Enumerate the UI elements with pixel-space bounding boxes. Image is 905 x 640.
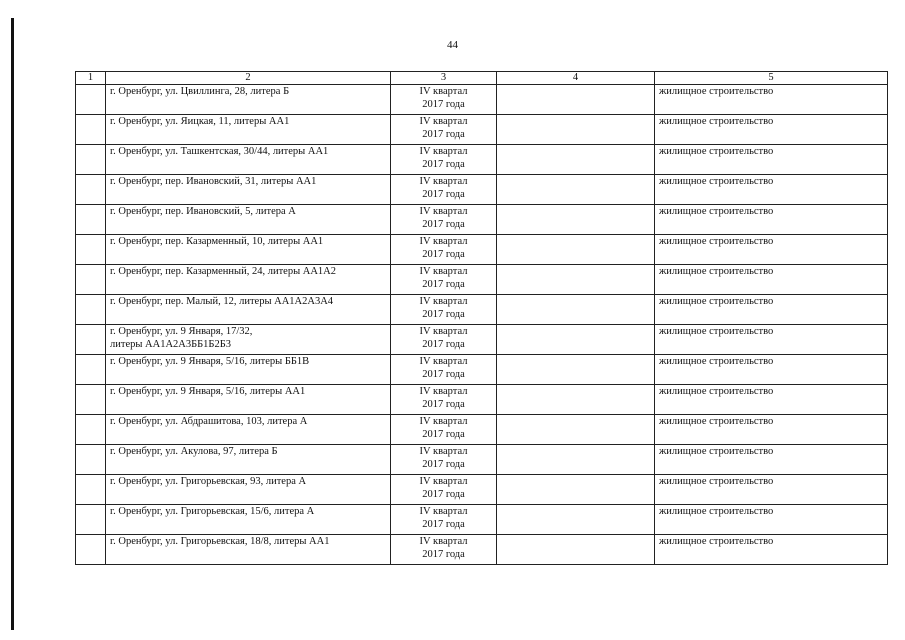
purpose-cell: жилищное строительство	[655, 235, 888, 265]
period-year: 2017 года	[422, 428, 465, 440]
period-cell	[391, 385, 497, 415]
column-4-cell	[497, 535, 655, 565]
table-row	[76, 85, 888, 115]
column-4-cell	[497, 175, 655, 205]
row-index-cell	[76, 205, 106, 235]
column-4-cell	[497, 475, 655, 505]
period-quarter: IV квартал	[419, 416, 468, 427]
period-quarter: IV квартал	[419, 506, 468, 517]
period-quarter: IV квартал	[419, 476, 468, 487]
column-4-cell	[497, 205, 655, 235]
table-row	[76, 535, 888, 565]
column-4-cell	[497, 505, 655, 535]
period-year: 2017 года	[422, 488, 465, 500]
period-quarter: IV квартал	[419, 446, 468, 457]
purpose-cell: жилищное строительство	[655, 505, 888, 535]
period-cell	[391, 115, 497, 145]
period-cell	[391, 445, 497, 475]
row-index-cell	[76, 115, 106, 145]
period-year: 2017 года	[422, 218, 465, 230]
purpose-cell: жилищное строительство	[655, 295, 888, 325]
address-text: г. Оренбург, ул. Цвиллинга, 28, литера Б	[110, 86, 290, 97]
period-year: 2017 года	[422, 158, 465, 170]
row-index-cell	[76, 445, 106, 475]
table-row	[76, 415, 888, 445]
period-year: 2017 года	[422, 278, 465, 290]
address-cell	[106, 355, 391, 385]
address-cell	[106, 115, 391, 145]
period-quarter: IV квартал	[419, 386, 468, 397]
period-year: 2017 года	[422, 518, 465, 530]
table-row	[76, 265, 888, 295]
table-header-row	[76, 72, 888, 85]
period-cell	[391, 415, 497, 445]
address-text: г. Оренбург, ул. Акулова, 97, литера Б	[110, 446, 278, 457]
row-index-cell	[76, 385, 106, 415]
page-number: 44	[447, 39, 458, 51]
header-cell-4: 4	[497, 72, 655, 85]
address-text: г. Оренбург, пер. Ивановский, 31, литеры АА1	[110, 176, 317, 187]
period-year: 2017 года	[422, 308, 465, 320]
address-cell	[106, 325, 391, 355]
address-text: г. Оренбург, ул. 9 Января, 5/16, литеры АА1	[110, 386, 306, 397]
table-row	[76, 475, 888, 505]
period-cell	[391, 235, 497, 265]
table-row	[76, 505, 888, 535]
row-index-cell	[76, 145, 106, 175]
purpose-cell: жилищное строительство	[655, 475, 888, 505]
period-quarter: IV квартал	[419, 86, 468, 97]
period-quarter: IV квартал	[419, 176, 468, 187]
address-text: г. Оренбург, ул. Григорьевская, 15/6, литера А	[110, 506, 315, 517]
address-cell	[106, 415, 391, 445]
address-cell	[106, 205, 391, 235]
header-cell-2: 2	[106, 72, 391, 85]
row-index-cell	[76, 295, 106, 325]
period-year: 2017 года	[422, 548, 465, 560]
purpose-cell: жилищное строительство	[655, 415, 888, 445]
row-index-cell	[76, 85, 106, 115]
period-cell	[391, 295, 497, 325]
address-text: г. Оренбург, ул. Григорьевская, 18/8, литеры АА1	[110, 536, 330, 547]
address-cell	[106, 535, 391, 565]
table-row	[76, 235, 888, 265]
address-cell	[106, 475, 391, 505]
row-index-cell	[76, 235, 106, 265]
column-4-cell	[497, 265, 655, 295]
address-cell	[106, 295, 391, 325]
period-cell	[391, 265, 497, 295]
period-year: 2017 года	[422, 338, 465, 350]
column-4-cell	[497, 385, 655, 415]
column-4-cell	[497, 415, 655, 445]
address-text: г. Оренбург, ул. Абдрашитова, 103, литера А	[110, 416, 308, 427]
table-row	[76, 205, 888, 235]
purpose-cell: жилищное строительство	[655, 205, 888, 235]
purpose-cell: жилищное строительство	[655, 265, 888, 295]
purpose-cell: жилищное строительство	[655, 325, 888, 355]
purpose-cell: жилищное строительство	[655, 445, 888, 475]
period-quarter: IV квартал	[419, 206, 468, 217]
purpose-cell: жилищное строительство	[655, 355, 888, 385]
period-cell	[391, 475, 497, 505]
table-row	[76, 295, 888, 325]
period-cell	[391, 325, 497, 355]
period-year: 2017 года	[422, 98, 465, 110]
binding-edge-line	[11, 18, 14, 630]
period-year: 2017 года	[422, 398, 465, 410]
address-text: г. Оренбург, пер. Казарменный, 24, литеры АА1А2	[110, 266, 337, 277]
address-text: г. Оренбург, пер. Казарменный, 10, литеры АА1	[110, 236, 324, 247]
period-year: 2017 года	[422, 248, 465, 260]
address-text: г. Оренбург, пер. Малый, 12, литеры АА1А2А3А4	[110, 296, 334, 307]
address-text: г. Оренбург, пер. Ивановский, 5, литера А	[110, 206, 296, 217]
period-quarter: IV квартал	[419, 236, 468, 247]
column-4-cell	[497, 445, 655, 475]
address-cell	[106, 145, 391, 175]
table-row	[76, 325, 888, 355]
header-cell-1: 1	[76, 72, 106, 85]
row-index-cell	[76, 265, 106, 295]
period-year: 2017 года	[422, 368, 465, 380]
column-4-cell	[497, 355, 655, 385]
row-index-cell	[76, 415, 106, 445]
header-cell-3: 3	[391, 72, 497, 85]
address-text: г. Оренбург, ул. Ташкентская, 30/44, литеры АА1	[110, 146, 329, 157]
land-plots-table	[75, 71, 888, 565]
purpose-cell: жилищное строительство	[655, 85, 888, 115]
address-cell	[106, 85, 391, 115]
period-cell	[391, 355, 497, 385]
purpose-cell: жилищное строительство	[655, 115, 888, 145]
address-cell	[106, 505, 391, 535]
period-cell	[391, 505, 497, 535]
table-row	[76, 385, 888, 415]
purpose-cell: жилищное строительство	[655, 175, 888, 205]
row-index-cell	[76, 535, 106, 565]
address-cell	[106, 385, 391, 415]
address-cell	[106, 265, 391, 295]
purpose-cell: жилищное строительство	[655, 385, 888, 415]
period-cell	[391, 175, 497, 205]
row-index-cell	[76, 325, 106, 355]
period-year: 2017 года	[422, 128, 465, 140]
address-cell	[106, 175, 391, 205]
row-index-cell	[76, 475, 106, 505]
period-cell	[391, 145, 497, 175]
address-cell	[106, 445, 391, 475]
address-cell	[106, 235, 391, 265]
column-4-cell	[497, 235, 655, 265]
purpose-cell: жилищное строительство	[655, 145, 888, 175]
address-text: г. Оренбург, ул. 9 Января, 17/32,	[110, 326, 253, 337]
table-row	[76, 175, 888, 205]
address-text: г. Оренбург, ул. 9 Января, 5/16, литеры ББ1В	[110, 356, 310, 367]
period-quarter: IV квартал	[419, 296, 468, 307]
table-body	[76, 72, 888, 565]
column-4-cell	[497, 145, 655, 175]
column-4-cell	[497, 325, 655, 355]
address-text: г. Оренбург, ул. Яицкая, 11, литеры АА1	[110, 116, 290, 127]
column-4-cell	[497, 85, 655, 115]
table-row	[76, 445, 888, 475]
period-quarter: IV квартал	[419, 146, 468, 157]
period-quarter: IV квартал	[419, 326, 468, 337]
period-quarter: IV квартал	[419, 536, 468, 547]
row-index-cell	[76, 175, 106, 205]
period-year: 2017 года	[422, 188, 465, 200]
period-quarter: IV квартал	[419, 356, 468, 367]
purpose-cell: жилищное строительство	[655, 535, 888, 565]
row-index-cell	[76, 505, 106, 535]
header-cell-5: 5	[655, 72, 888, 85]
period-year: 2017 года	[422, 458, 465, 470]
period-cell	[391, 85, 497, 115]
column-4-cell	[497, 295, 655, 325]
period-quarter: IV квартал	[419, 116, 468, 127]
table-row	[76, 145, 888, 175]
row-index-cell	[76, 355, 106, 385]
period-cell	[391, 535, 497, 565]
address-text: литеры АА1А2А3ББ1Б2Б3	[110, 338, 231, 350]
period-cell	[391, 205, 497, 235]
period-quarter: IV квартал	[419, 266, 468, 277]
table-row	[76, 355, 888, 385]
address-text: г. Оренбург, ул. Григорьевская, 93, литера А	[110, 476, 307, 487]
column-4-cell	[497, 115, 655, 145]
table-row	[76, 115, 888, 145]
